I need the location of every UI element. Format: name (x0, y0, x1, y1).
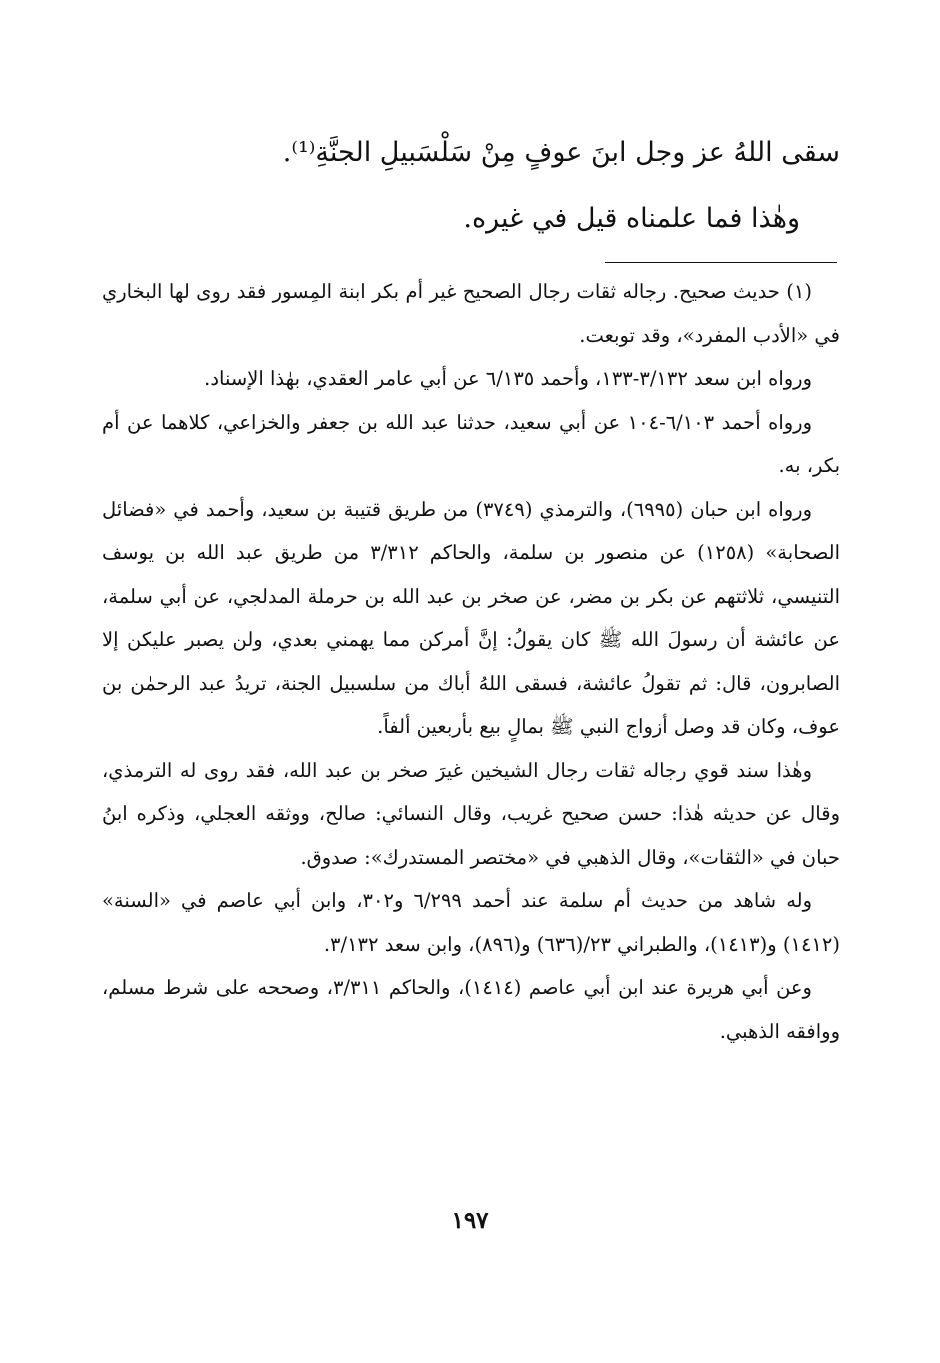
footnote-paragraph-3: ورواه أحمد ٦/١٠٣-١٠٤ عن أبي سعيد، حدثنا عبد الله بن جعفر والخزاعي، كلاهما عن أم بكر، به. (102, 410, 840, 477)
footnotes (102, 270, 840, 1053)
footnote-paragraph-2: ورواه ابن سعد ٣/١٣٢-١٣٣، وأحمد ٦/١٣٥ عن أبي عامر العقدي، بهٰذا الإسناد. (204, 367, 812, 390)
footnote-paragraph-7: وعن أبي هريرة عند ابن أبي عاصم (١٤١٤)، والحاكم ٣/٣١١، وصححه على شرط مسلم، ووافقه الذهبي. (102, 976, 840, 1043)
footnote-separator (605, 262, 837, 263)
main-text-line-2: وهٰذا فما علمناه قيل في غيره. (463, 203, 800, 234)
main-text (120, 120, 840, 252)
page-number: ١٩٧ (451, 1207, 489, 1234)
footnote-paragraph-5: وهٰذا سند قوي رجاله ثقات رجال الشيخين غيرَ صخر بن عبد الله، فقد روى له الترمذي، وقال عن حديثه هٰذا: حسن صحيح غريب، وقال النسائي: صالح، ووثقه العجلي، وذكره ابنُ حبان في «الثقات»، وقال الذهبي في «مختصر المستدرك»: صدوق. (102, 758, 840, 869)
footnote-paragraph-6: وله شاهد من حديث أم سلمة عند أحمد ٦/٢٩٩ و٣٠٢، وابن أبي عاصم في «السنة» (١٤١٢) و(١٤١٣)، والطبراني ٢٣/(٦٣٦) و(٨٩٦)، وابن سعد ٣/١٣٢. (102, 889, 840, 956)
footnote-paragraph-1: (١) حديث صحيح. رجاله ثقات رجال الصحيح غير أم بكر ابنة المِسور فقد روى لها البخاري في «الأدب المفرد»، وقد توبعت. (102, 280, 840, 347)
footnote-paragraph-4: ورواه ابن حبان (٦٩٩٥)، والترمذي (٣٧٤٩) من طريق قتيبة بن سعيد، وأحمد في «فضائل الصحابة» (١٢٥٨) عن منصور بن سلمة، والحاكم ٣/٣١٢ من طريق عبد الله بن يوسف التنيسي، ثلاثتهم عن بكر بن مضر، عن صخر بن عبد الله بن حرملة المدلجي، عن أبي سلمة، عن عائشة أن رسولَ الله ﷺ كان يقولُ: إنَّ أمركن مما يهمني بعدي، ولن يصبر عليكن إلا الصابرون، قال: ثم تقولُ عائشة، فسقى اللهُ أباك من سلسبيل الجنة، تريدُ عبد الرحمٰن بن عوف، وكان قد وصل أزواج النبي ﷺ بمالٍ بيع بأربعين ألفاً. (102, 497, 840, 738)
main-text-line-1: سقى اللهُ عز وجل ابنَ عوفٍ مِنْ سَلْسَبيلِ الجنَّةِ⁽¹⁾. (282, 137, 840, 168)
